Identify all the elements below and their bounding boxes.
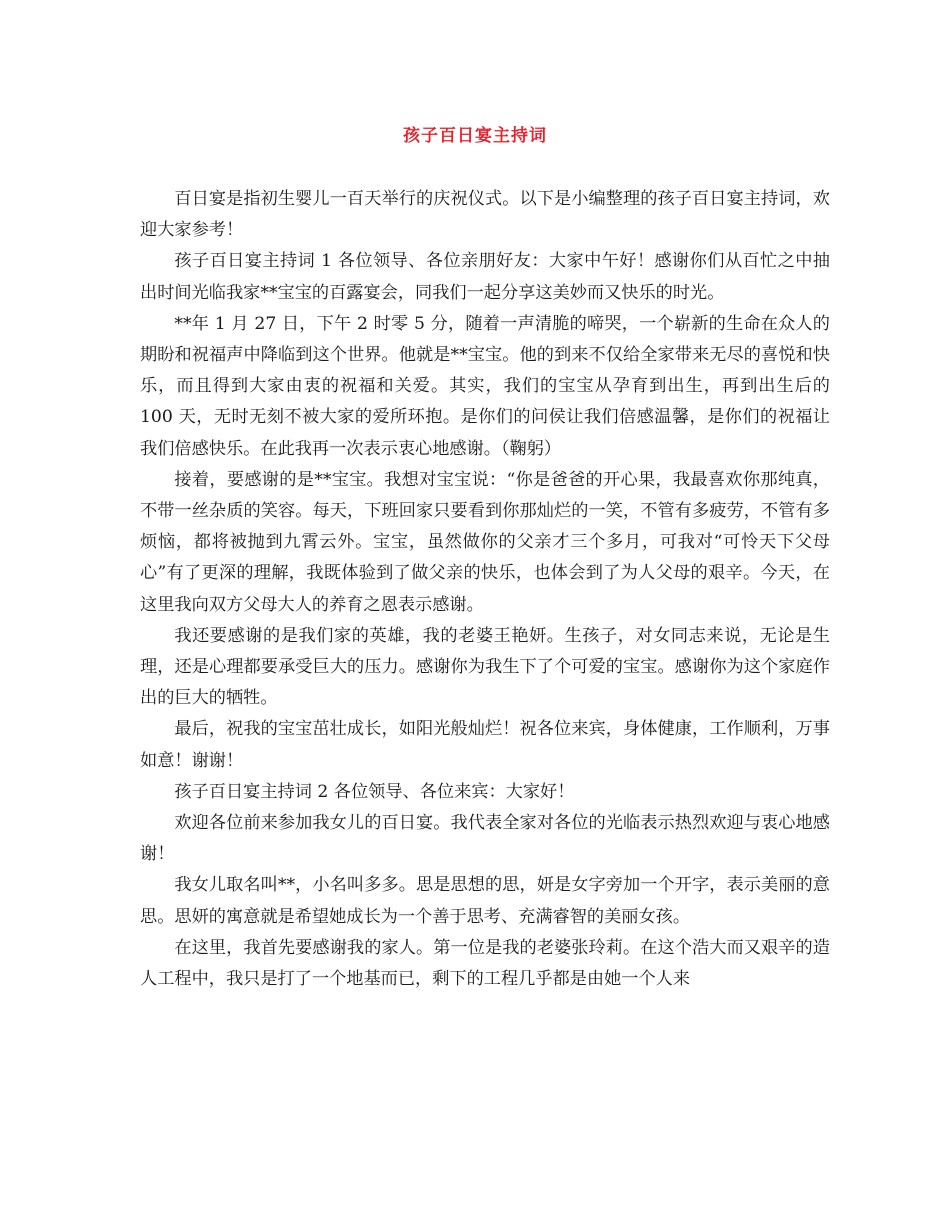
paragraph: 孩子百日宴主持词 2 各位领导、各位来宾：大家好！ [174, 781, 575, 802]
paragraph: 在这里，我首先要感谢我的家人。第一位是我的老婆张玲莉。在这个浩大而又艰辛的造人工程中，我只是打了一个地基而已，剩下的工程几乎都是由她一个人来 [140, 937, 830, 990]
paragraph: 接着，要感谢的是**宝宝。我想对宝宝说：“你是爸爸的开心果，我最喜欢你那纯真，不带一丝杂质的笑容。每天，下班回家只要看到你那灿烂的一笑，不管有多疲劳，不管有多烦恼，都将被抛到九霄云外。宝宝，虽然做你的父亲才三个多月，可我对“可怜天下父母心”有了更深的理解，我既体验到了做父亲的快乐，也体会到了为人父母的艰辛。今天，在这里我向双方父母大人的养育之恩表示感谢。 [140, 469, 830, 615]
paragraph: **年 1 月 27 日，下午 2 时零 5 分，随着一声清脆的啼哭，一个崭新的生命在众人的期盼和祝福声中降临到这个世界。他就是**宝宝。他的到来不仅给全家带来无尽的喜悦和快乐，而且得到大家由衷的祝福和关爱。其实，我们的宝宝从孕育到出生，再到出生后的 100 天，无时无刻不被大家的爱所环抱。是你们的问侯让我们倍感温馨，是你们的祝福让我们倍感快乐。在此我再一次表示衷心地感谢。（鞠躬） [140, 313, 830, 459]
paragraph: 欢迎各位前来参加我女儿的百日宴。我代表全家对各位的光临表示热烈欢迎与衷心地感谢！ [140, 813, 830, 865]
paragraph: 最后，祝我的宝宝茁壮成长，如阳光般灿烂！祝各位来宾，身体健康，工作顺利，万事如意！谢谢！ [140, 719, 830, 771]
paragraph: 百日宴是指初生婴儿一百天举行的庆祝仪式。以下是小编整理的孩子百日宴主持词，欢迎大家参考！ [140, 189, 830, 241]
paragraph: 我女儿取名叫**，小名叫多多。思是思想的思，妍是女字旁加一个开字，表示美丽的意思。思妍的寓意就是希望她成长为一个善于思考、充满睿智的美丽女孩。 [140, 875, 830, 927]
paragraph: 孩子百日宴主持词 1 各位领导、各位亲朋好友：大家中午好！感谢你们从百忙之中抽出时间光临我家**宝宝的百露宴会，同我们一起分享这美妙而又快乐的时光。 [140, 251, 830, 303]
document-title: 孩子百日宴主持词 [403, 126, 547, 146]
paragraph: 我还要感谢的是我们家的英雄，我的老婆王艳妍。生孩子，对女同志来说，无论是生理，还是心理都要承受巨大的压力。感谢你为我生下了个可爱的宝宝。感谢你为这个家庭作出的巨大的牺牲。 [140, 625, 830, 709]
document-body [140, 184, 830, 995]
